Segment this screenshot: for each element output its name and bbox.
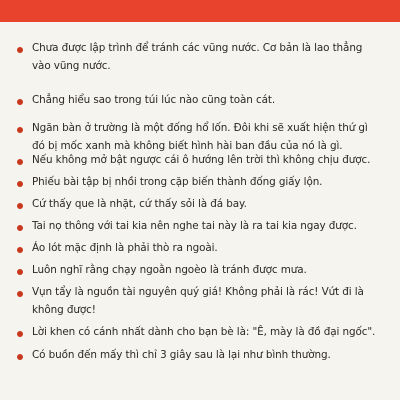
bullet-dot-icon [17, 269, 23, 275]
bullet-dot-icon [17, 354, 23, 360]
list-item-text: Lời khen có cánh nhất dành cho bạn bè là: "Ê, mày là đồ đại ngốc". [32, 326, 376, 338]
bullet-dot-icon [17, 331, 23, 337]
list-item-text: Áo lót mặc định là phải thò ra ngoài. [32, 242, 218, 254]
top-color-band [0, 0, 400, 22]
bullet-dot-icon [17, 127, 23, 133]
list-item-text: Luôn nghĩ rằng chạy ngoằn ngoèo là tránh được mưa. [32, 264, 307, 276]
list-item-text: Ngăn bàn ở trường là một đống hổ lốn. Đôi khi sẽ xuất hiện thứ gì đó bị mốc xanh mà không biết hình hài ban đầu của nó là gì. [32, 122, 368, 152]
list-item-text: Cứ thấy que là nhặt, cứ thấy sỏi là đá bay. [32, 198, 247, 210]
bullet-dot-icon [17, 225, 23, 231]
bullet-dot-icon [17, 203, 23, 209]
bullet-dot-icon [17, 291, 23, 297]
list-item-text: Phiếu bài tập bị nhồi trong cặp biến thành đống giấy lộn. [32, 176, 323, 188]
bullet-dot-icon [17, 47, 23, 53]
bullet-dot-icon [17, 159, 23, 165]
bullet-dot-icon [17, 247, 23, 253]
list-item-text: Có buồn đến mấy thì chỉ 3 giây sau là lại như bình thường. [32, 349, 331, 361]
list-item-text: Chưa được lập trình để tránh các vũng nước. Cơ bản là lao thẳng vào vũng nước. [32, 42, 363, 72]
document-page [0, 22, 400, 400]
list-item-text: Vụn tẩy là nguồn tài nguyên quý giá! Không phải là rác! Vứt đi là không được! [32, 286, 364, 316]
list-item-text: Chẳng hiểu sao trong túi lúc nào cũng toàn cát. [32, 94, 276, 106]
list-item-text: Tai nọ thông với tai kia nên nghe tai này là ra tai kia ngay được. [32, 220, 357, 232]
bullet-dot-icon [17, 99, 23, 105]
bullet-dot-icon [17, 181, 23, 187]
list-item-text: Nếu không mở bật ngược cái ô hướng lên trời thì không chịu được. [32, 154, 371, 166]
